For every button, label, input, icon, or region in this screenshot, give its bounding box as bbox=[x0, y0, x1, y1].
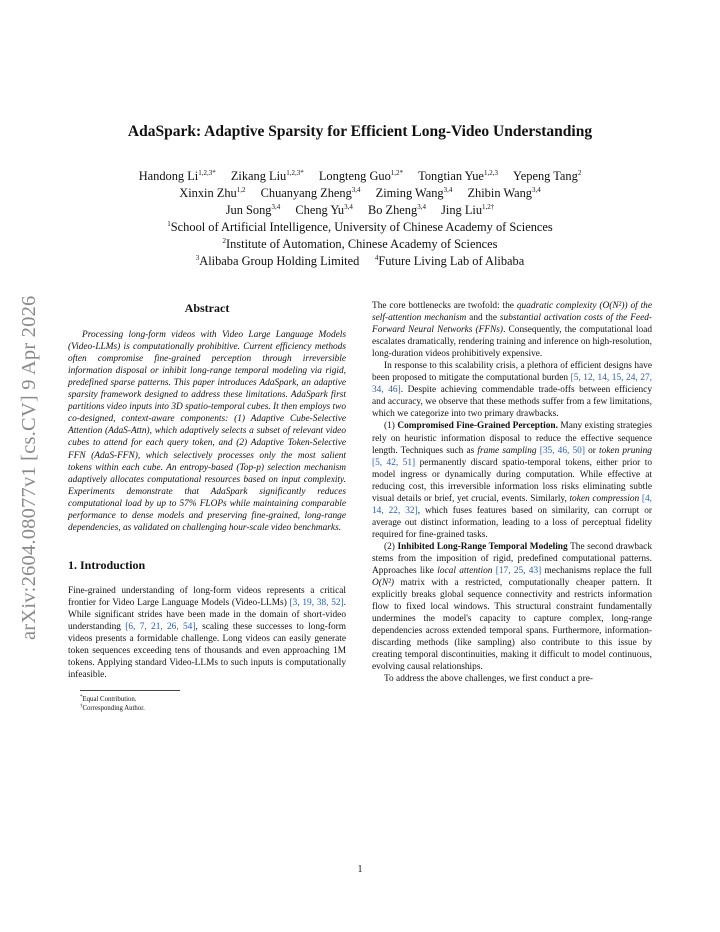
text-run: The second drawback stems from the imposition of rigid, predefined computational patterns. Approaches like bbox=[372, 541, 653, 577]
author-line-3 bbox=[60, 202, 660, 219]
text-run: , which fuses features based on similarity, can corrupt or average out distinct information, leading to a loss of perceptual fidelity required for fine-grained tasks. bbox=[372, 505, 652, 540]
footnote-equal-contribution: *Equal Contribution. bbox=[80, 695, 137, 704]
page-number: 1 bbox=[357, 864, 363, 875]
right-column bbox=[372, 300, 652, 686]
text-run: token pruning bbox=[599, 445, 652, 456]
author: Bo Zheng$^{3,4}$ bbox=[367, 203, 426, 217]
affiliation-1: $^1$School of Artificial Intelligence, University of Chinese Academy of Sciences bbox=[167, 220, 553, 234]
footnote-divider bbox=[80, 690, 180, 691]
introduction-paragraph bbox=[68, 585, 346, 681]
author: Yepeng Tang$^2$ bbox=[513, 169, 582, 183]
text-run: or bbox=[584, 445, 600, 456]
text-run: . While significant strides have been made in the domain of short-video understanding bbox=[68, 597, 346, 633]
citation: [4, 14, 22, 32] bbox=[372, 493, 652, 516]
author: Jing Liu$^{1,2\dagger}$ bbox=[441, 203, 495, 217]
text-run: frame sampling bbox=[477, 445, 537, 456]
author: Cheng Yu$^{3,4}$ bbox=[295, 203, 353, 217]
text-run: matrix with a restricted, computationally cheaper pattern. It explicitly breaks global sequence connectivity and restricts information flow to fixed local windows. This structural constraint fundamentally undermines the model's capacity to capture complex, long-range dependencies across extended temporal spans. Furthermore, information-discarding methods (like sampling) also contribute to this issue by creating temporal discontinuities, making it difficult to model continuous, evolving causal relationships. bbox=[372, 578, 652, 673]
text-run: substantial activation costs of the Feed-Forward Neural Networks (FFNs) bbox=[372, 313, 652, 336]
abstract-heading: Abstract bbox=[184, 301, 230, 315]
text-run: Fine-grained understanding of long-form videos represents a critical frontier for Video Large Language Models (Video-LLMs) bbox=[68, 585, 346, 608]
body-paragraph bbox=[372, 420, 652, 540]
text-run: mechanisms replace the full bbox=[541, 566, 652, 577]
author: Jun Song$^{3,4}$ bbox=[225, 203, 281, 217]
text-run: and the bbox=[466, 313, 500, 324]
introduction-heading: 1. Introduction bbox=[68, 557, 146, 572]
text-run: O(N²) bbox=[372, 578, 395, 589]
author-line-2 bbox=[60, 185, 660, 202]
text-run: To address the above challenges, we first conduct a pre- bbox=[384, 674, 593, 685]
citation: [5, 12, 14, 15, 24, 27, 34, 46] bbox=[372, 373, 652, 396]
author: Xinxin Zhu$^{1,2}$ bbox=[179, 186, 246, 200]
author: Zikang Liu$^{1,2,3*}$ bbox=[230, 169, 304, 183]
citation: [6, 7, 21, 26, 54] bbox=[125, 622, 196, 633]
citation: [17, 25, 43] bbox=[495, 566, 542, 577]
arxiv-identifier: arXiv:2604.08077v1 [cs.CV] 9 Apr 2026 bbox=[18, 295, 40, 640]
author: Longteng Guo$^{1,2*}$ bbox=[318, 169, 404, 183]
text-run: local attention bbox=[437, 566, 493, 577]
text-run: In response to this scalability crisis, a plethora of efficient designs have been proposed to mitigate the computational burden bbox=[372, 361, 652, 384]
author: Ziming Wang$^{3,4}$ bbox=[375, 186, 453, 200]
text-run: permanently discard spatio-temporal tokens, either prior to model ingress or dynamically during computation. While effective at reducing cost, this irreversible information loss risks eliminating subtle visual details or brief, yet crucial, events. Similarly, bbox=[372, 457, 652, 504]
author: Chuanyang Zheng$^{3,4}$ bbox=[260, 186, 361, 200]
body-paragraph bbox=[372, 541, 652, 674]
affiliation-2: $^2$Institute of Automation, Chinese Academy of Sciences bbox=[222, 237, 498, 251]
body-paragraph bbox=[372, 300, 652, 360]
text-run: Compromised Fine-Grained Perception. bbox=[397, 421, 558, 432]
text-run: , scaling these successes to long-form videos presents a formidable challenge. Long videos can easily generate token sequences exceeding tens of thousands and even approaching 1M tokens. Applying standard Video-LLMs to such inputs is computationally infeasible. bbox=[68, 622, 346, 681]
text-run: . Consequently, the computational load escalates dramatically, rendering training and inference on high-resolution, long-duration videos prohibitively expensive. bbox=[372, 325, 653, 360]
text-run: Inhibited Long-Range Temporal Modeling bbox=[397, 541, 568, 552]
footnote-corresponding-author: †Corresponding Author. bbox=[80, 704, 145, 713]
text-run: Processing long-form videos with Video Large Language Models (Video-LLMs) is computationally prohibitive. Current efficiency methods often compromise fine-grained perception through irreversible information disposal or inhibit long-range temporal modeling via rigid, predefined sparse patterns. This paper introduces AdaSpark, an adaptive sparsity framework designed to address these limitations. AdaSpark first partitions video inputs into 3D spatio-temporal cubes. It then employs two co-designed, context-aware components: (1) Adaptive Cube-Selective Attention (AdaS-Attn), which adaptively selects a subset of relevant video cubes to attend for each query token, and (2) Adaptive Token-Selective FFN (AdaS-FFN), which selectively processes only the most salient tokens within each cube. An entropy-based (Top-p) selection mechanism adaptively allocates computational resources based on input complexity. Experiments demonstrate that AdaSpark significantly reduces computational load by up to 57% FLOPs while maintaining comparable performance to dense models and preserving fine-grained, long-range dependencies, as validated on challenging hour-scale video benchmarks. bbox=[68, 330, 346, 533]
text-run: . Despite achieving commendable trade-offs between efficiency and accuracy, we observe that these methods suffer from a few limitations, which we categorize into two primary drawbacks. bbox=[372, 385, 652, 420]
author: Handong $Li^{1,2,3*}$ bbox=[138, 169, 216, 183]
author-line-1 bbox=[60, 168, 660, 185]
left-column bbox=[68, 300, 346, 713]
text-run: (2) bbox=[384, 541, 398, 552]
text-run: quadratic complexity (O(N²)) of the self-attention mechanism bbox=[372, 301, 652, 324]
text-run: token compression bbox=[569, 493, 640, 504]
text-run: (1) bbox=[384, 421, 398, 432]
author-list bbox=[60, 168, 660, 219]
citation: [35, 46, 50] bbox=[539, 445, 585, 456]
text-run: Many existing strategies rely on heuristic information disposal to reduce the effective sequence length. Techniques such as bbox=[372, 421, 652, 456]
author: Tongtian Yue$^{1,2,3}$ bbox=[418, 169, 498, 183]
abstract-text bbox=[68, 329, 346, 534]
affiliation-3-4: $^3$Alibaba Group Holding Limited $^4$Future Living Lab of Alibaba bbox=[195, 254, 525, 268]
paper-title: AdaSpark: Adaptive Sparsity for Efficient Long-Video Understanding bbox=[127, 123, 593, 140]
citation: [5, 42, 51] bbox=[372, 457, 416, 468]
citation: [3, 19, 38, 52] bbox=[289, 597, 344, 608]
body-paragraph bbox=[372, 360, 652, 420]
text-run: The core bottlenecks are twofold: the bbox=[372, 301, 517, 311]
body-paragraph bbox=[372, 673, 652, 685]
author: Zhibin Wang$^{3,4}$ bbox=[467, 186, 541, 200]
